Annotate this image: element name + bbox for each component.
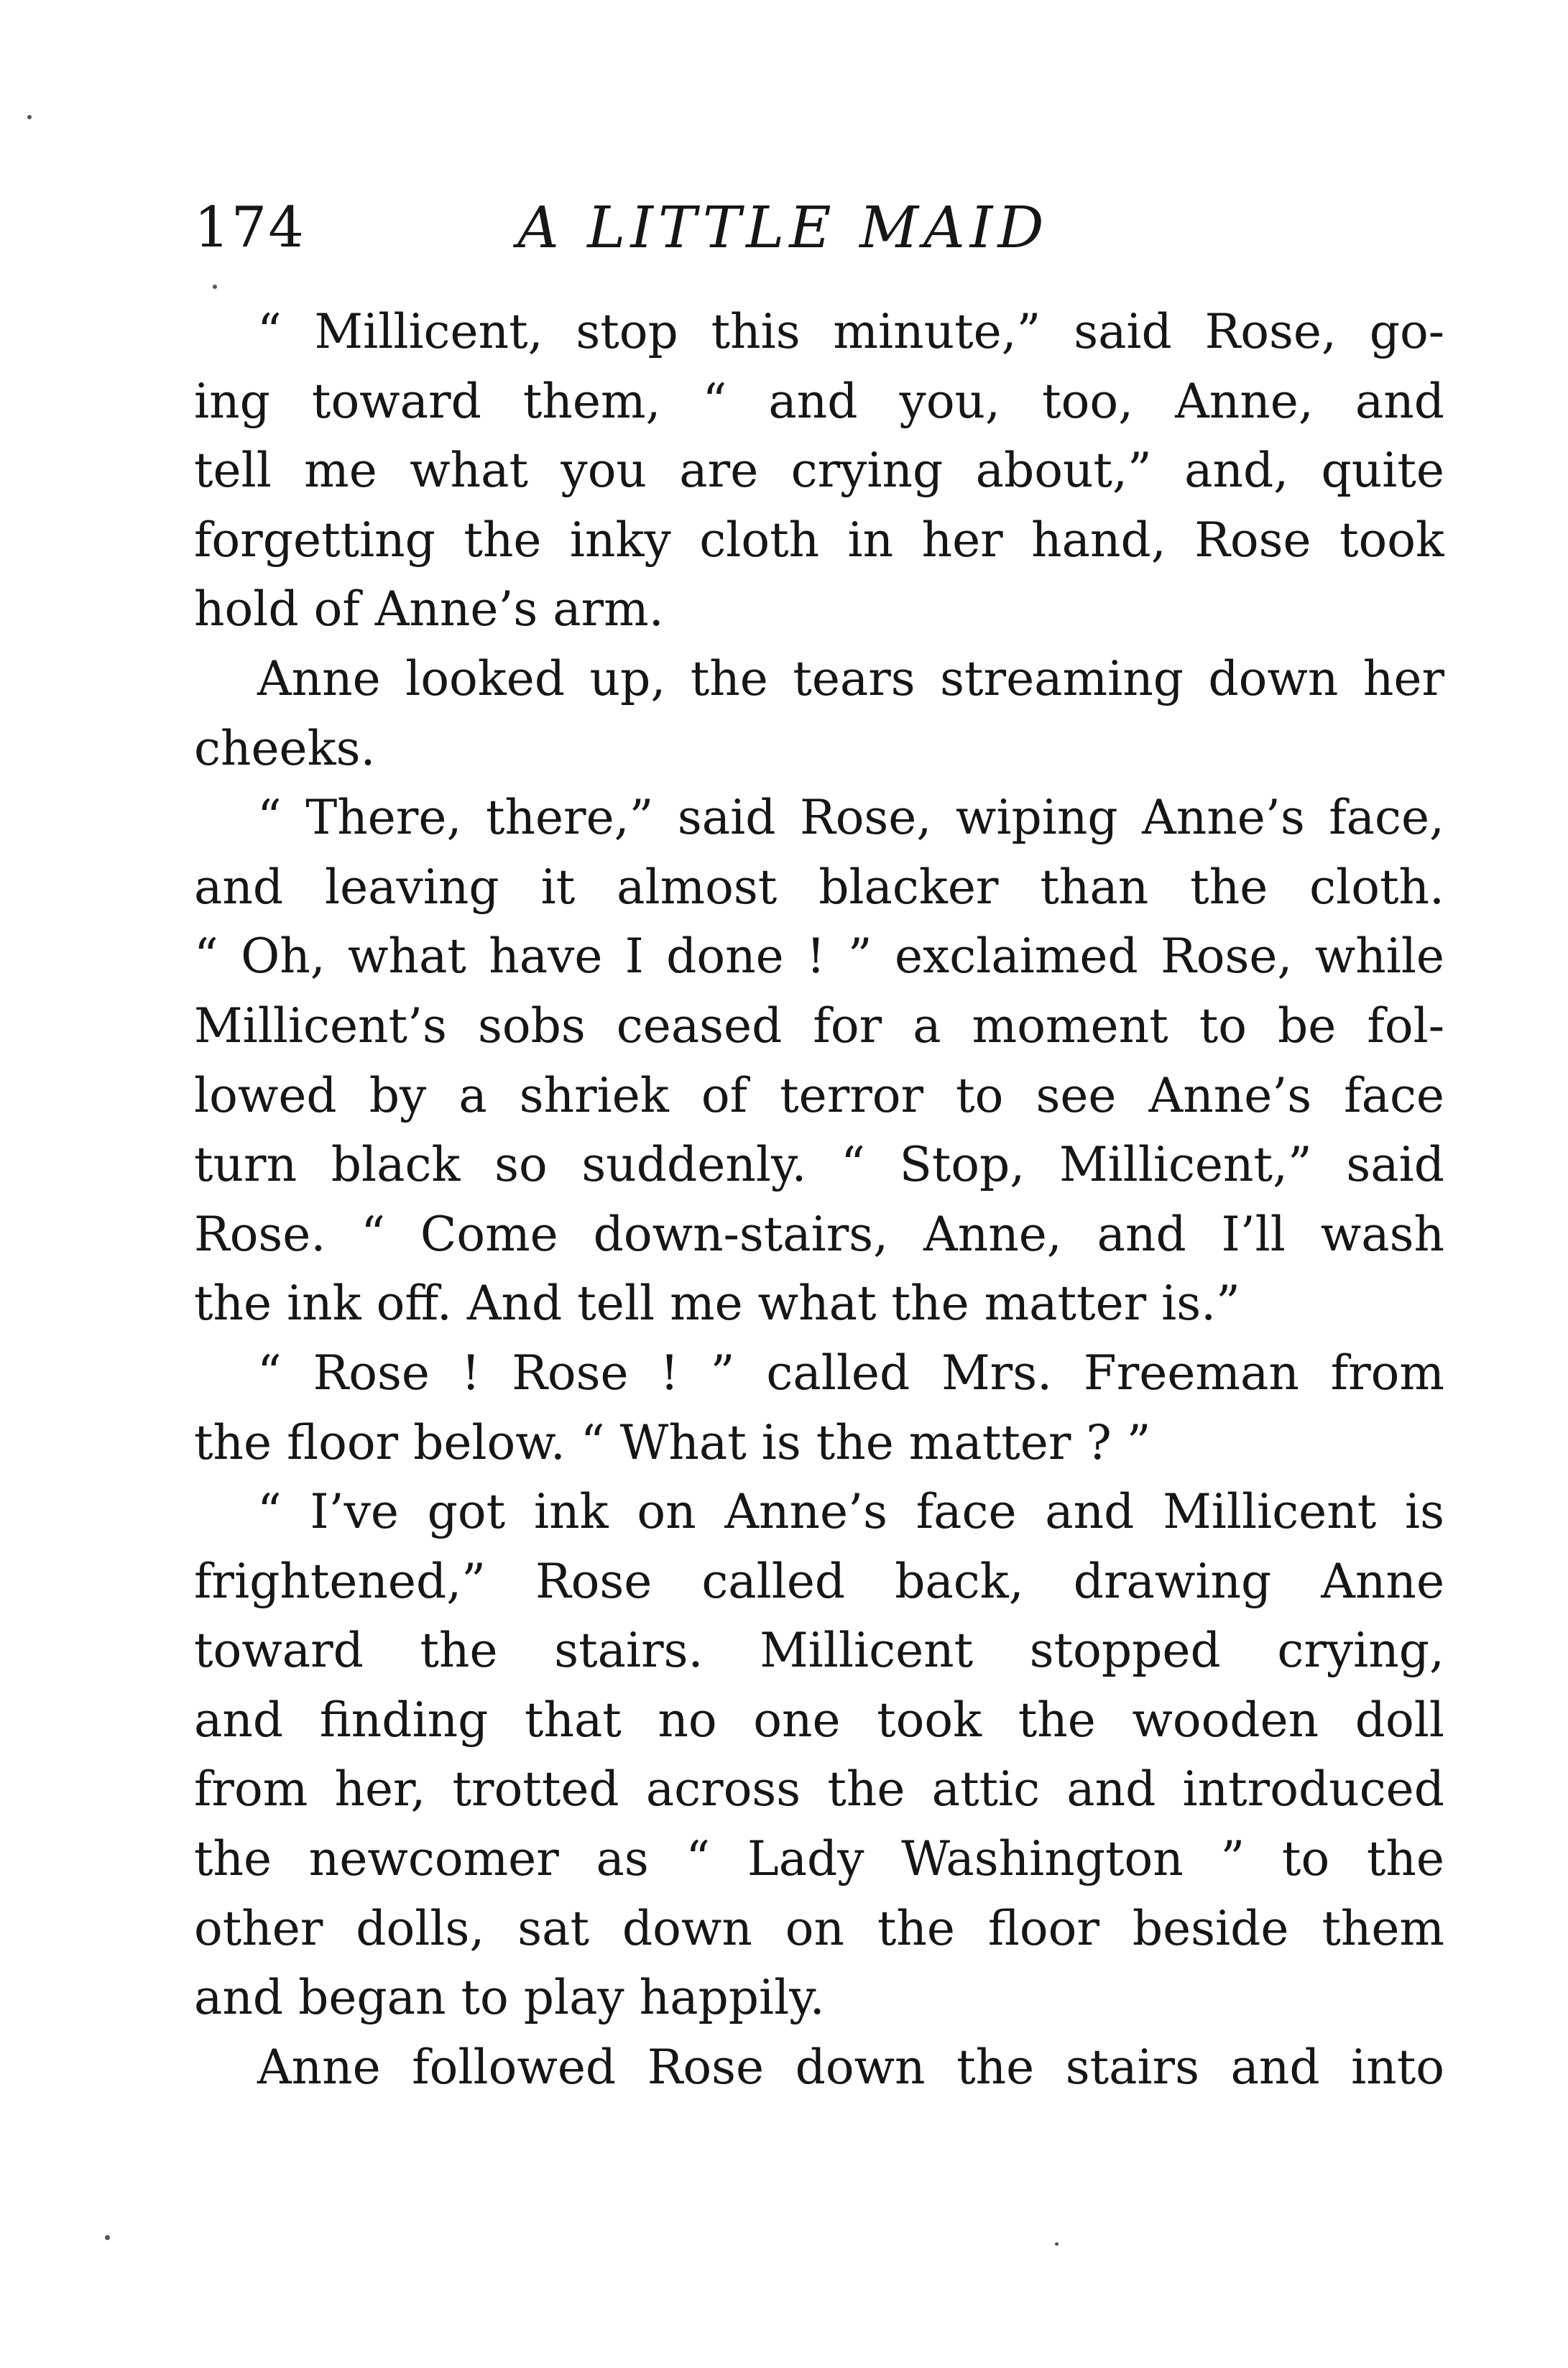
- text-line: toward the stairs. Millicent stopped crying,: [194, 1623, 1444, 1679]
- text-line: tell me what you are crying about,” and, quite: [194, 443, 1444, 499]
- text-line: Rose. “ Come down-stairs, Anne, and I’ll wash: [194, 1206, 1444, 1262]
- page-number: 174: [194, 195, 305, 260]
- text-line: the newcomer as “ Lady Washington ” to the: [194, 1831, 1444, 1887]
- scan-speck: [1055, 2242, 1059, 2246]
- text-line: from her, trotted across the attic and introduced: [194, 1761, 1444, 1818]
- scan-speck: [213, 285, 217, 289]
- text-line: and leaving it almost blacker than the cloth.: [194, 859, 1444, 915]
- text-line: the floor below. “ What is the matter ? ”: [194, 1414, 1151, 1470]
- text-line: and began to play happily.: [194, 1970, 825, 2026]
- text-line: frightened,” Rose called back, drawing Anne: [194, 1553, 1444, 1609]
- text-line: Anne looked up, the tears streaming down her: [257, 650, 1444, 706]
- scan-speck: [27, 115, 32, 119]
- text-line: ing toward them, “ and you, too, Anne, and: [194, 373, 1444, 429]
- text-line: “ I’ve got ink on Anne’s face and Millicent is: [257, 1484, 1444, 1540]
- text-line: “ Oh, what have I done ! ” exclaimed Rose, while: [194, 929, 1444, 985]
- text-line: lowed by a shriek of terror to see Anne’s face: [194, 1067, 1444, 1123]
- running-head: A LITTLE MAID: [517, 194, 1049, 261]
- text-line: hold of Anne’s arm.: [194, 581, 664, 637]
- text-line: cheeks.: [194, 720, 376, 776]
- scan-speck: [105, 2235, 110, 2240]
- text-line: forgetting the inky cloth in her hand, Rose took: [194, 512, 1444, 568]
- text-line: “ Rose ! Rose ! ” called Mrs. Freeman from: [257, 1345, 1444, 1401]
- text-line: and finding that no one took the wooden doll: [194, 1692, 1444, 1748]
- text-line: “ Millicent, stop this minute,” said Rose, go-: [257, 304, 1444, 359]
- text-line: Millicent’s sobs ceased for a moment to be fol-: [194, 998, 1444, 1054]
- text-line: other dolls, sat down on the floor beside them: [194, 1900, 1444, 1956]
- body-text: [194, 298, 1444, 2102]
- text-line: “ There, there,” said Rose, wiping Anne’s face,: [257, 790, 1444, 846]
- text-line: turn black so suddenly. “ Stop, Millicent,” said: [194, 1137, 1444, 1193]
- text-line: Anne followed Rose down the stairs and into: [257, 2039, 1444, 2095]
- text-line: the ink off. And tell me what the matter is.”: [194, 1276, 1240, 1332]
- page-header: [194, 188, 1444, 267]
